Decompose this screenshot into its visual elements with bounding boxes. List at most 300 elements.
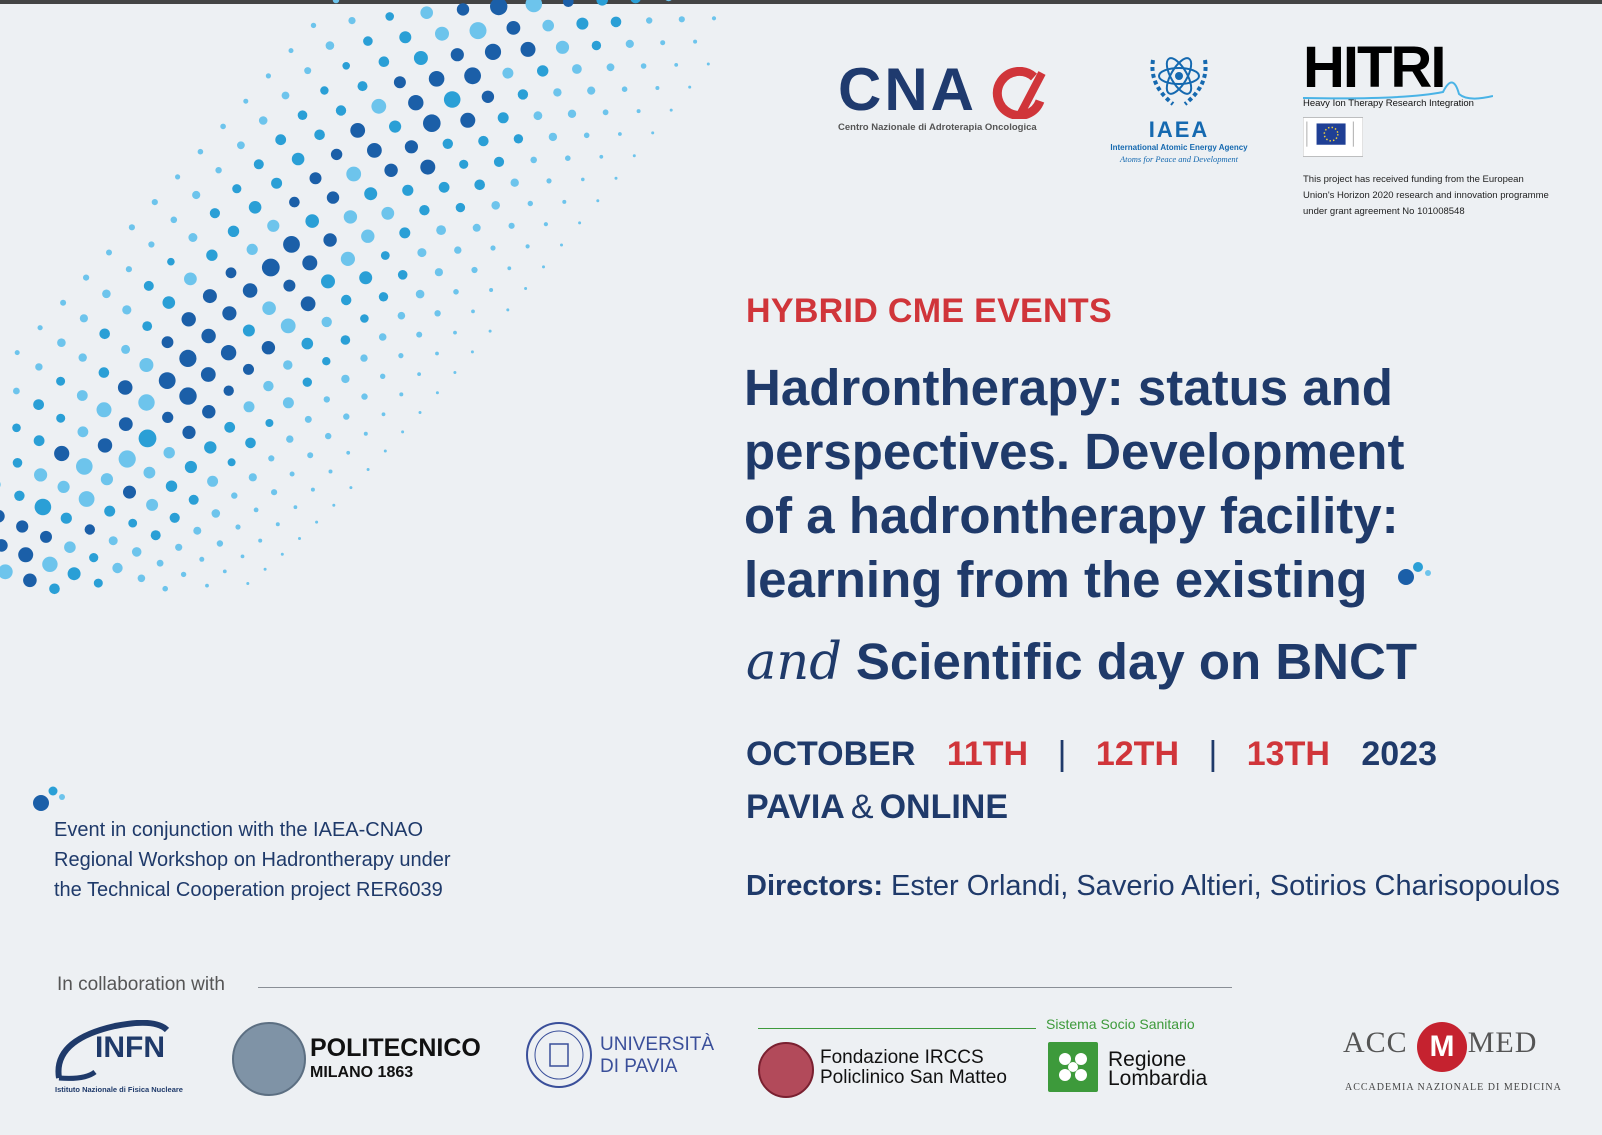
decorative-dot xyxy=(16,520,28,532)
decorative-dot xyxy=(398,270,408,280)
subtitle-connector: and xyxy=(746,633,842,692)
decorative-dot xyxy=(518,89,528,99)
eu-funding-line: Union's Horizon 2020 research and innovation programme xyxy=(1303,190,1549,201)
decorative-dot xyxy=(56,377,65,386)
decorative-dot xyxy=(283,360,292,369)
decorative-dot xyxy=(707,63,710,66)
decorative-dot xyxy=(507,266,511,270)
decorative-dot xyxy=(360,314,369,323)
decorative-dot xyxy=(34,435,45,446)
decorative-dot xyxy=(144,281,154,291)
decorative-dot xyxy=(266,73,271,78)
decorative-dot xyxy=(363,36,373,46)
decorative-dot xyxy=(453,331,457,335)
decorative-dot xyxy=(688,86,691,89)
decorative-dot xyxy=(83,275,89,281)
decorative-dot xyxy=(60,300,66,306)
decorative-dot xyxy=(444,91,461,108)
decorative-dot xyxy=(489,330,492,333)
date-day: 12TH xyxy=(1095,735,1179,773)
decorative-dot xyxy=(210,208,220,218)
decorative-dot xyxy=(420,160,435,175)
decorative-dot xyxy=(122,305,131,314)
decorative-dot xyxy=(596,0,608,6)
decorative-dot xyxy=(271,178,282,189)
polimi-seal-icon xyxy=(232,1022,306,1096)
decorative-dot xyxy=(471,350,474,353)
event-dates xyxy=(746,735,1437,774)
conjunction-line: Regional Workshop on Hadrontherapy under xyxy=(54,849,451,871)
decorative-dot xyxy=(146,499,158,511)
collaboration-label: In collaboration with xyxy=(57,974,225,995)
decorative-dot xyxy=(417,248,426,257)
decorative-dot xyxy=(470,22,487,39)
decorative-dot xyxy=(220,124,226,130)
decorative-dot xyxy=(563,0,574,7)
decorative-dot xyxy=(104,506,115,517)
decorative-dot xyxy=(286,435,293,442)
decorative-dot xyxy=(641,63,647,69)
decorative-dot xyxy=(223,570,227,574)
decorative-dot xyxy=(35,363,42,370)
decorative-dot xyxy=(109,536,118,545)
decorative-dot xyxy=(528,201,533,206)
fondazione-logo-name xyxy=(820,1048,1007,1088)
cnao-logo-mark xyxy=(990,67,1052,119)
decorative-dot xyxy=(243,364,254,375)
decorative-dot xyxy=(202,405,215,418)
eu-funding-text xyxy=(1303,172,1583,220)
eu-funding-line: under grant agreement No 101008548 xyxy=(1303,206,1465,217)
decorative-dot xyxy=(163,296,176,309)
decorative-dot xyxy=(119,450,136,467)
decorative-dot xyxy=(460,113,475,128)
decorative-dot xyxy=(292,153,305,166)
decorative-dot xyxy=(151,530,161,540)
decorative-dot xyxy=(162,336,174,348)
decorative-dot xyxy=(175,174,180,179)
accmed-mark: M xyxy=(1429,1030,1455,1063)
date-day: 13TH xyxy=(1246,735,1330,773)
decorative-dot xyxy=(336,105,346,115)
decorative-dot xyxy=(148,241,154,247)
decorative-dot xyxy=(262,341,275,354)
decorative-dot xyxy=(249,473,257,481)
decorative-dot xyxy=(379,56,390,67)
decorative-dot xyxy=(394,76,406,88)
decorative-dot xyxy=(42,557,57,572)
event-directors xyxy=(746,870,1560,903)
decorative-dot xyxy=(144,467,156,479)
decorative-dot xyxy=(542,265,545,268)
decorative-dot xyxy=(258,539,262,543)
decorative-dot xyxy=(364,432,368,436)
decorative-dot xyxy=(382,412,386,416)
decorative-dot xyxy=(379,292,388,301)
decorative-dot xyxy=(80,314,88,322)
date-month: OCTOBER xyxy=(746,735,916,773)
decorative-dot xyxy=(341,375,349,383)
location-city: PAVIA xyxy=(746,788,845,826)
fondazione-seal-icon xyxy=(758,1042,814,1098)
decorative-dot xyxy=(265,419,273,427)
polimi-logo xyxy=(232,1022,492,1092)
unipv-logo-name xyxy=(600,1034,714,1078)
decorative-dot xyxy=(162,412,173,423)
decorative-dot xyxy=(435,27,449,41)
decorative-dot xyxy=(485,44,501,60)
decorative-dot xyxy=(615,177,618,180)
event-subtitle xyxy=(746,630,1417,695)
decorative-dot xyxy=(637,109,641,113)
decorative-dot xyxy=(320,86,328,94)
decorative-dot xyxy=(399,227,410,238)
decorative-dot xyxy=(443,139,453,149)
directors-label: Directors: xyxy=(746,870,883,902)
iaea-emblem-icon xyxy=(1139,40,1219,112)
decorative-dot xyxy=(633,154,636,157)
decorative-dot xyxy=(35,499,52,516)
decorative-dot xyxy=(98,438,112,452)
decorative-dot xyxy=(249,201,262,214)
decorative-dot xyxy=(217,540,223,546)
decorative-dot xyxy=(622,86,628,92)
decorative-dot xyxy=(275,134,286,145)
decorative-dot xyxy=(290,472,295,477)
decorative-dot xyxy=(332,504,335,507)
decorative-dot xyxy=(192,191,200,199)
decorative-dot xyxy=(68,567,81,580)
decorative-dot xyxy=(350,123,365,138)
decorative-dot xyxy=(289,197,300,208)
decorative-dot xyxy=(205,584,209,588)
decorative-dot xyxy=(408,95,423,110)
decorative-dot xyxy=(473,224,481,232)
hitri-logo-subtitle: Heavy Ion Therapy Research Integration xyxy=(1303,98,1474,109)
decorative-dot xyxy=(139,358,153,372)
decorative-dot xyxy=(314,130,325,141)
decorative-dot xyxy=(419,411,422,414)
decorative-dot xyxy=(346,167,361,182)
directors-names: Ester Orlandi, Saverio Altieri, Sotirios Charisopoulos xyxy=(891,870,1560,902)
decorative-dot xyxy=(0,510,5,523)
location-amp: & xyxy=(850,788,874,826)
decorative-dot xyxy=(49,584,60,595)
decorative-dot xyxy=(14,491,24,501)
decorative-dot xyxy=(474,180,485,191)
decorative-dot xyxy=(123,486,136,499)
decorative-dot xyxy=(0,539,8,552)
iaea-logo xyxy=(1104,40,1254,164)
decorative-dot xyxy=(243,325,255,337)
decorative-dot xyxy=(206,250,217,261)
decorative-dot xyxy=(204,441,216,453)
decorative-dot xyxy=(380,374,385,379)
decorative-dot xyxy=(349,486,352,489)
decorative-dot xyxy=(235,524,240,529)
decorative-dot xyxy=(138,394,154,410)
decorative-dot xyxy=(436,391,439,394)
decorative-dot xyxy=(524,287,527,290)
decorative-dot xyxy=(367,143,382,158)
decorative-dot xyxy=(494,157,504,167)
decorative-dot xyxy=(203,289,217,303)
decorative-dot xyxy=(175,544,182,551)
lombardia-logo-name xyxy=(1108,1050,1207,1088)
decorative-dot xyxy=(271,489,277,495)
decorative-dot xyxy=(489,288,493,292)
decorative-dot xyxy=(311,23,316,28)
decorative-dot xyxy=(327,191,339,203)
unipv-seal-inner-icon xyxy=(528,1024,590,1086)
decorative-dot xyxy=(58,481,70,493)
decorative-dot xyxy=(587,87,595,95)
decorative-dot xyxy=(618,132,622,136)
decorative-dot xyxy=(326,41,335,50)
decorative-dot xyxy=(655,86,659,90)
decorative-dot xyxy=(118,380,133,395)
lombardia-rose-icon xyxy=(1048,1042,1098,1092)
decorative-dot xyxy=(459,160,468,169)
decorative-dot xyxy=(341,335,351,345)
event-location xyxy=(746,788,1008,827)
decorative-dot xyxy=(599,155,603,159)
decorative-dot xyxy=(276,522,280,526)
decorative-dot xyxy=(333,0,339,3)
decorative-dot xyxy=(128,519,137,528)
hitri-logo-word: HITRI xyxy=(1303,35,1445,100)
dot-wave-decoration xyxy=(0,0,730,600)
decorative-dot xyxy=(603,109,609,115)
decorative-dot xyxy=(578,221,581,224)
decorative-dot xyxy=(429,71,445,87)
decorative-dot xyxy=(139,430,157,448)
subtitle-text: Scientific day on BNCT xyxy=(855,633,1417,690)
decorative-dot xyxy=(184,273,197,286)
decorative-dot xyxy=(189,495,199,505)
decorative-dot xyxy=(454,246,461,253)
infn-logo-word: INFN xyxy=(95,1031,165,1064)
decorative-dot xyxy=(159,372,176,389)
decorative-dot xyxy=(228,226,239,237)
decorative-dot xyxy=(405,140,418,153)
decorative-dot xyxy=(126,266,132,272)
decorative-dot xyxy=(243,99,248,104)
decorative-dot xyxy=(231,492,237,498)
decorative-dot xyxy=(185,461,197,473)
decorative-dot xyxy=(565,155,571,161)
decorative-dot xyxy=(181,572,186,577)
unipv-logo xyxy=(526,1022,715,1092)
decorative-dot xyxy=(268,455,274,461)
decorative-dot xyxy=(182,426,195,439)
unipv-line: UNIVERSITÀ xyxy=(600,1034,715,1055)
unipv-line: DI PAVIA xyxy=(600,1056,678,1077)
decorative-dot xyxy=(119,417,133,431)
decorative-dot xyxy=(343,413,349,419)
decorative-dot xyxy=(232,184,241,193)
lombardia-line: Lombardia xyxy=(1108,1067,1208,1090)
decorative-dot xyxy=(399,392,403,396)
decorative-dot xyxy=(341,295,351,305)
decorative-dot xyxy=(584,133,590,139)
decorative-dot xyxy=(281,319,296,334)
decorative-dot xyxy=(439,182,450,193)
decorative-dot xyxy=(310,172,322,184)
decorative-dot xyxy=(651,131,654,134)
decorative-dot xyxy=(360,354,367,361)
decorative-dot xyxy=(112,563,122,573)
decorative-dot xyxy=(262,259,280,277)
decorative-dot xyxy=(542,20,554,32)
decorative-dot xyxy=(511,179,519,187)
decorative-dot xyxy=(385,12,394,21)
collaboration-divider xyxy=(258,987,1232,988)
decorative-dot xyxy=(267,220,279,232)
decorative-dot xyxy=(346,451,350,455)
decorative-dot xyxy=(506,308,509,311)
decorative-dot xyxy=(283,280,295,292)
fondazione-divider xyxy=(758,1028,1036,1029)
decorative-dot xyxy=(592,41,601,50)
decorative-dot xyxy=(254,508,259,513)
decorative-dot xyxy=(99,367,110,378)
date-separator: | xyxy=(1208,735,1218,773)
decorative-dot xyxy=(322,317,332,327)
decorative-dot xyxy=(560,244,563,247)
decorative-dot xyxy=(521,42,536,57)
decorative-dot xyxy=(221,345,236,360)
decorative-dot xyxy=(325,433,331,439)
event-title-line: of a hadrontherapy facility: xyxy=(744,487,1399,544)
decorative-dot xyxy=(435,268,443,276)
decorative-dot xyxy=(568,110,576,118)
decorative-dot xyxy=(315,521,318,524)
date-year: 2023 xyxy=(1361,735,1437,773)
decorative-dot xyxy=(57,338,66,347)
decorative-dot xyxy=(453,371,456,374)
decorative-dot xyxy=(101,473,113,485)
decorative-dot xyxy=(398,312,406,320)
decorative-dot xyxy=(478,136,488,146)
decorative-dot xyxy=(40,531,52,543)
decorative-dot xyxy=(79,491,95,507)
decorative-dot xyxy=(121,345,130,354)
decorative-dot xyxy=(170,513,180,523)
conjunction-dots-decoration xyxy=(32,785,72,813)
decorative-dot xyxy=(294,505,298,509)
decorative-dot xyxy=(307,452,313,458)
decorative-dot xyxy=(38,325,43,330)
decorative-dot xyxy=(222,306,236,320)
decorative-dot xyxy=(0,480,1,489)
decorative-dot xyxy=(33,399,44,410)
decorative-dot xyxy=(264,568,267,571)
decorative-dot xyxy=(311,488,315,492)
decorative-dot xyxy=(630,0,640,3)
decorative-dot xyxy=(384,450,387,453)
decorative-dot xyxy=(491,201,500,210)
decorative-dot xyxy=(241,555,245,559)
event-title-line: learning from the existing xyxy=(744,551,1368,608)
accmed-right: MED xyxy=(1467,1026,1538,1059)
decorative-dot xyxy=(94,579,103,588)
decorative-dot xyxy=(402,185,413,196)
decorative-dot xyxy=(12,424,21,433)
decorative-dot xyxy=(534,111,543,120)
accmed-logo-subtitle: ACCADEMIA NAZIONALE DI MEDICINA xyxy=(1345,1082,1562,1093)
decorative-dot xyxy=(401,430,404,433)
decorative-dot xyxy=(322,357,330,365)
decorative-dot xyxy=(498,112,509,123)
decorative-dot xyxy=(283,397,294,408)
decorative-dot xyxy=(13,458,23,468)
decorative-dot xyxy=(243,283,258,298)
decorative-dot xyxy=(302,338,314,350)
decorative-dot xyxy=(138,575,146,583)
decorative-dot xyxy=(456,203,465,212)
decorative-dot xyxy=(471,267,477,273)
decorative-dot xyxy=(167,258,175,266)
accmed-left: ACC xyxy=(1343,1026,1408,1059)
decorative-dot xyxy=(224,422,235,433)
decorative-dot xyxy=(56,414,65,423)
decorative-dot xyxy=(215,167,221,173)
decorative-dot xyxy=(416,290,425,299)
decorative-dot xyxy=(23,574,37,588)
decorative-dot xyxy=(179,387,196,404)
title-dots-decoration xyxy=(1398,561,1438,591)
hitri-curve-icon xyxy=(1303,72,1493,102)
unipv-seal-icon xyxy=(526,1022,592,1088)
decorative-dot xyxy=(245,438,256,449)
decorative-dot xyxy=(358,81,368,91)
conjunction-line: Event in conjunction with the IAEA-CNAO xyxy=(54,819,424,841)
cnao-logo xyxy=(838,56,1058,133)
decorative-dot xyxy=(576,18,588,30)
decorative-dot xyxy=(664,0,673,1)
decorative-dot xyxy=(132,547,142,557)
decorative-dot xyxy=(572,64,582,74)
decorative-dot xyxy=(331,149,342,160)
decorative-dot xyxy=(89,553,98,562)
decorative-dot xyxy=(607,63,615,71)
decorative-dot xyxy=(626,40,634,48)
event-title xyxy=(744,356,1464,612)
decorative-dot xyxy=(371,99,386,114)
decorative-dot xyxy=(434,310,440,316)
decorative-dot xyxy=(164,447,175,458)
decorative-dot xyxy=(247,244,258,255)
decorative-dot xyxy=(379,333,387,341)
decorative-dot xyxy=(79,353,87,361)
decorative-dot xyxy=(129,224,135,230)
decorative-dot xyxy=(490,245,495,250)
decorative-dot xyxy=(526,0,543,12)
decorative-dot xyxy=(389,121,401,133)
decorative-dot xyxy=(283,236,300,253)
decorative-dot xyxy=(76,458,93,475)
decorative-dot xyxy=(263,381,273,391)
decorative-dot xyxy=(611,17,622,28)
decorative-dot xyxy=(419,205,429,215)
decorative-dot xyxy=(509,223,515,229)
decorative-dot xyxy=(201,367,216,382)
decorative-dot xyxy=(99,329,110,340)
decorative-dot xyxy=(77,390,88,401)
decorative-dot xyxy=(693,40,697,44)
decorative-dot xyxy=(414,51,428,65)
